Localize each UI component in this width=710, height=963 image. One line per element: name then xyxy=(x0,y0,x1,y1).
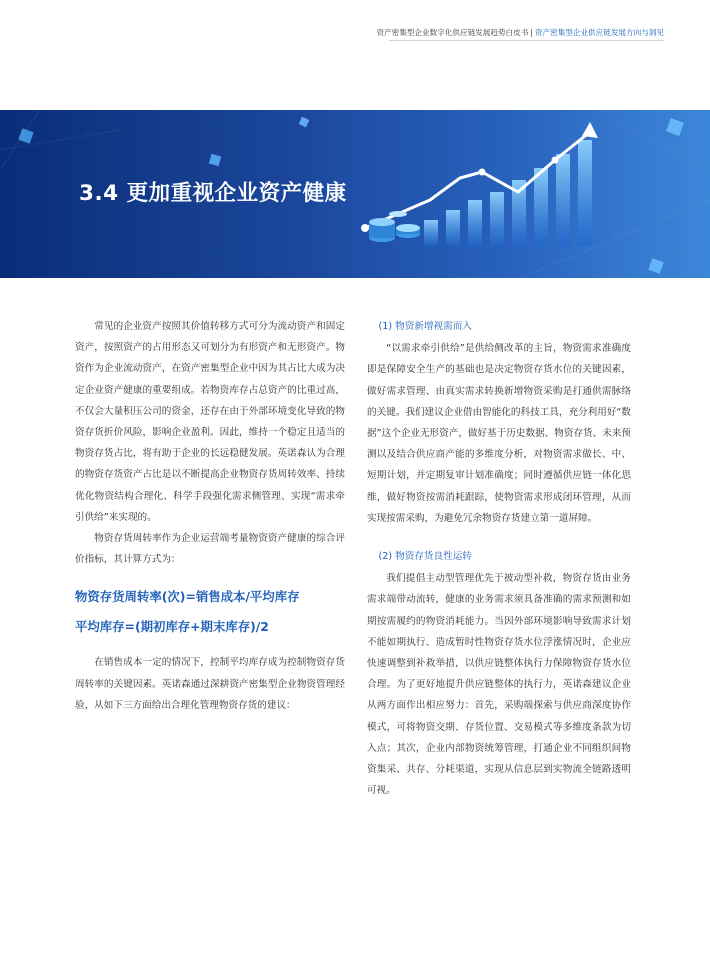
recommendations-intro-paragraph: 在销售成本一定的情况下，控制平均库存成为控制物资存货周转率的关键因素。英诺森通过深耕资产密集型企业物资管理经验，从如下三方面给出合理化管理物资存货的建议： xyxy=(75,657,345,711)
header-rule xyxy=(389,40,664,41)
header-separator: | xyxy=(530,28,533,37)
subheading-demand-driven: (1) 物资新增视需而入 xyxy=(378,321,472,332)
header-chapter-title: 资产密集型企业供应链发展方向与洞见 xyxy=(534,28,664,37)
left-column xyxy=(75,316,345,716)
subheading-inventory-flow: (2) 物资存货良性运转 xyxy=(378,551,472,563)
section-title: 3.4 更加重视企业资产健康 xyxy=(79,181,347,206)
section-banner xyxy=(0,110,710,278)
turnover-formula: 物资存货周转率(次)=销售成本/平均库存 xyxy=(75,589,300,605)
intro-paragraph: 常见的企业资产按照其价值转移方式可分为流动资产和固定资产，按照资产的占用形态又可划分为有形资产和无形资产。物资作为企业流动资产，在资产密集型企业中因为其占比大成为决定企业资产健康的重要组成。若物资库存占总资产的比重过高，不仅会大量积压公司的资金，还存在由于外部环境变化导致的物资存货折价风险，影响企业盈利。因此，维持一个稳定且适当的物资存货占比，将有助于企业的长远稳健发展。英诺森认为合理的物资存货资产占比是以不断提高企业物资存货周转效率、持续优化物资结构合理化、科学手段强化需求侧管理、实现“需求牵引供给”来实现的。 xyxy=(75,321,345,523)
header-report-title: 资产密集型企业数字化供应链发展趋势白皮书 xyxy=(376,28,529,37)
running-header xyxy=(376,27,664,38)
turnover-intro-paragraph: 物资存货周转率作为企业运营端考量物资资产健康的综合评价指标，其计算方式为： xyxy=(75,533,345,566)
right-column xyxy=(367,316,631,801)
average-inventory-formula: 平均库存=(期初库存+期末库存)/2 xyxy=(75,619,269,635)
demand-driven-paragraph: “以需求牵引供给”是供给侧改革的主旨，物资需求准确度即是保障安全生产的基础也是决定物资存货水位的关键因素，做好需求管理、由真实需求转换新增物资采购是打通供需脉络的关键。我们建议企业借由智能化的科技工具，充分利用好“数据”这个企业无形资产，做好基于历史数据、物资存货、未来预测以及结合供应商产能的多维度分析，对物资需求做长、中、短期计划，并定期复审计划准确度；同时遵循供应链一体化思维，做好物资按需消耗跟踪，使物资需求形成闭环管理，从而实现按需采购，为避免冗余物资存货建立第一道屏障。 xyxy=(367,343,632,524)
inventory-flow-paragraph: 我们提倡主动型管理优先于被动型补救，物资存货由业务需求端带动流转，健康的业务需求须具备准确的需求预测和如期按需履约的物资消耗能力。当因外部环境影响导致需求计划不能如期执行、造成暂时性物资存货水位浮涨情况时，企业应快速调整到补救举措，以供应链整体执行力保障物资存货水位合理。为了更好地提升供应链整体的执行力，英诺森建议企业从两方面作出相应努力：首先，采购端探索与供应商深度协作模式，可将物资交期、存货位置、交易模式等多维度条款为切入点；其次，企业内部物资统筹管理，打通企业不同组织间物资集采、共存、分耗渠道，实现从信息层到实物流全链路透明可视。 xyxy=(367,573,631,797)
